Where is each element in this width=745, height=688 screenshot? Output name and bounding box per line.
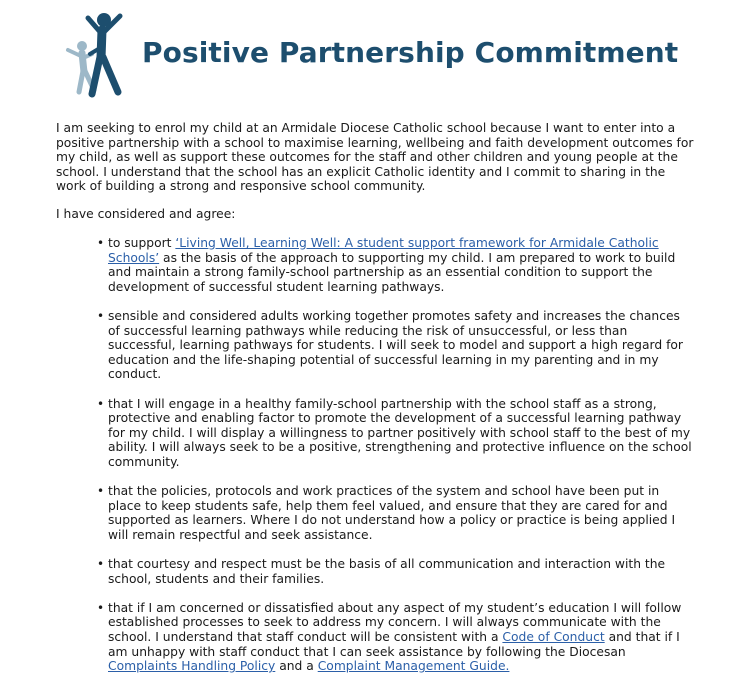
item-text: that the policies, protocols and work practices of the system and school have been put in place to keep students safe, help them feel valued, and ensure that they are cared for and supported as learners. Where I do not understand how a policy or practice is being applied I will remain respectful and seek assistance. [108,484,676,542]
item-text: and that if I am unhappy with staff conduct that I can seek assistance by following the Diocesan [108,630,680,659]
intro-paragraph: I am seeking to enrol my child at an Armidale Diocese Catholic school because I want to enter into a positive partnership with a school to maximise learning, wellbeing and faith development outcomes for my child, as well as support these outcomes for the staff and other children and young people at the school. I understand that the school has an explicit Catholic identity and I commit to sharing in the work of building a strong and responsive school community. [56,121,694,194]
list-item [96,309,692,382]
code-of-conduct-link[interactable]: Code of Conduct [502,630,605,645]
list-item [96,397,692,470]
item-text: as the basis of the approach to supporting my child. I am prepared to work to build and maintain a strong family-school partnership as an essential condition to support the development of successful student learning pathways. [108,250,676,294]
complaints-policy-link[interactable]: Complaints Handling Policy [108,659,276,674]
framework-link[interactable]: ‘Living Well, Learning Well: A student support framework for Armidale Catholic Schools’ [108,236,659,265]
item-text: to support [108,236,176,250]
item-text: that I will engage in a healthy family-school partnership with the school staff as a strong, protective and enabling factor to promote the development of a successful learning pathway for my child. I will display a willingness to partner positively with school staff to the best of my ability. I will always seek to be a positive, strengthening and protective influence on the school community. [108,396,692,469]
list-item [96,601,692,674]
complaint-guide-link[interactable]: Complaint Management Guide. [317,659,510,674]
adult-figure-icon [88,13,120,94]
family-logo-icon [62,8,136,98]
commitment-list [96,236,692,688]
considered-statement: I have considered and agree: [56,207,236,221]
page-title: Positive Partnership Commitment [142,36,679,69]
list-item [96,236,692,294]
item-text: and a [275,659,318,674]
item-text: that if I am concerned or dissatisfied about any aspect of my student’s education I will follow established processes to seek to address my concern. I will always communicate with the school. I understand that staff conduct will be consistent with a [108,600,682,645]
list-item [96,557,692,586]
item-text: that courtesy and respect must be the basis of all communication and interaction with the school, students and their families. [108,557,666,586]
page-header [62,8,742,100]
item-text: sensible and considered adults working together promotes safety and increases the chances of successful learning pathways while reducing the risk of unsuccessful, or less than successful, learning pathways for students. I will seek to model and support a high regard for education and the life-shaping potential of successful learning in my parenting and in my conduct. [108,308,683,382]
child-figure-icon [68,41,94,92]
list-item [96,484,692,542]
